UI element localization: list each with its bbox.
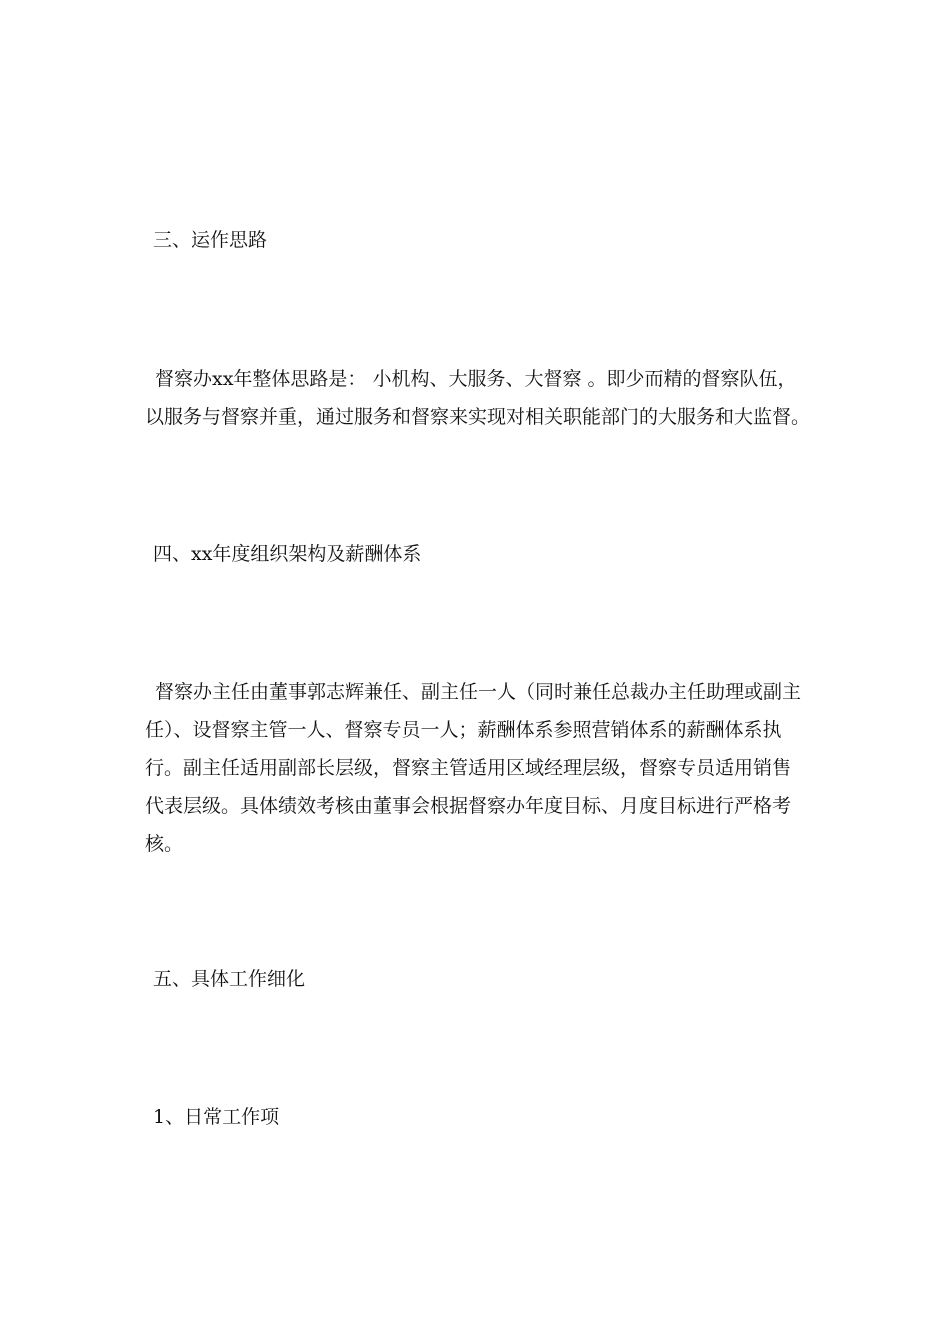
subheading-daily-work-items: 1、日常工作项 xyxy=(153,1106,280,1128)
paragraph-overall-approach xyxy=(145,360,810,436)
section-heading-organization-salary: 四、xx年度组织架构及薪酬体系 xyxy=(153,543,422,565)
paragraph-line: 督察办xx年整体思路是： 小机构、大服务、大督察 。即少而精的督察队伍， xyxy=(155,368,797,390)
section-heading-operating-approach: 三、运作思路 xyxy=(153,229,268,251)
paragraph-line: 以服务与督察并重，通过服务和督察来实现对相关职能部门的大服务和大监督。 xyxy=(145,406,811,428)
paragraph-line: 行。副主任适用副部长层级，督察主管适用区域经理层级，督察专员适用销售 xyxy=(145,757,792,779)
paragraph-line: 督察办主任由董事郭志辉兼任、副主任一人（同时兼任总裁办主任助理或副主 xyxy=(155,681,802,703)
paragraph-line: 核。 xyxy=(145,833,184,855)
section-heading-work-details: 五、具体工作细化 xyxy=(153,968,306,990)
paragraph-line: 代表层级。具体绩效考核由董事会根据督察办年度目标、月度目标进行严格考 xyxy=(145,795,792,817)
paragraph-organization xyxy=(145,673,810,863)
paragraph-line: 任）、设督察主管一人、督察专员一人；薪酬体系参照营销体系的薪酬体系执 xyxy=(145,719,782,741)
